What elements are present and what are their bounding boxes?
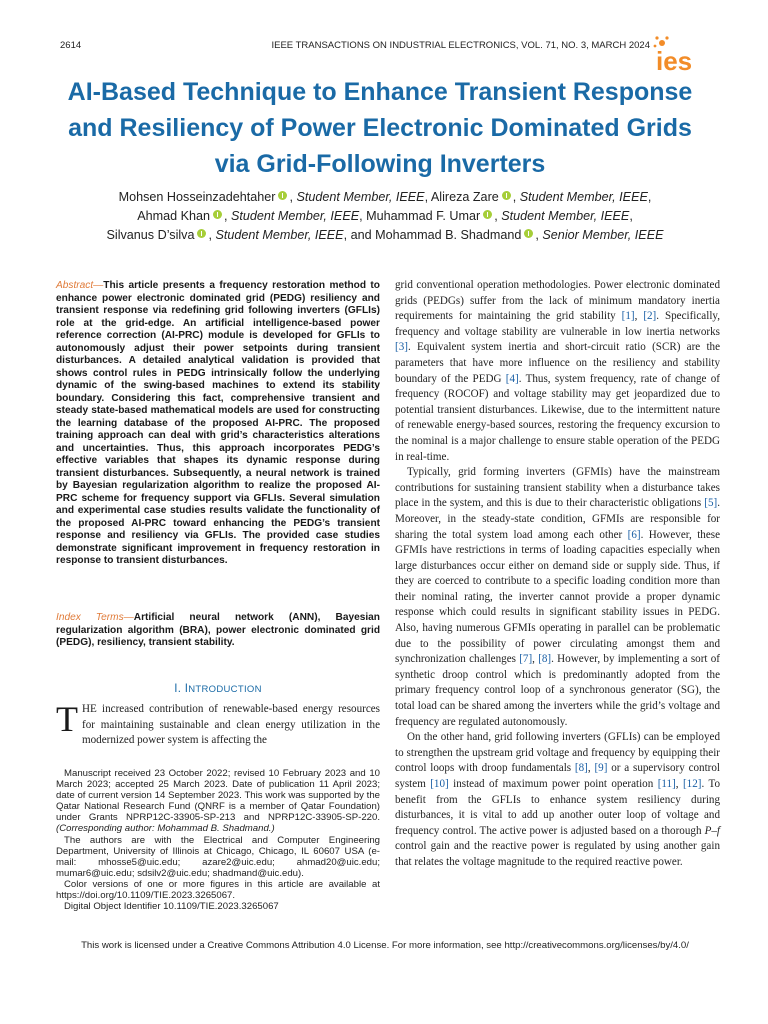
index-terms-label: Index Terms— [56,612,134,623]
citation-link[interactable]: [7] [519,653,533,666]
license-notice: This work is licensed under a Creative Commons Attribution 4.0 License. For more information, see http://creativecommons.org/licenses/by/4.0/ [81,940,689,951]
math-variable: P–f [704,824,720,837]
orcid-icon[interactable] [213,210,222,219]
author-name: Muhammad F. Umar [366,209,481,223]
author-role: Student Member, IEEE [215,228,344,242]
citation-link[interactable]: [10] [430,778,449,790]
author-name: Ahmad Khan [137,209,211,223]
author-role: Student Member, IEEE [519,190,648,204]
running-header [60,40,650,54]
author-role: Student Member, IEEE [231,209,360,223]
drop-cap: T [56,699,78,739]
journal-name: IEEE TRANSACTIONS ON INDUSTRIAL ELECTRONICS, VOL. 71, NO. 3, MARCH 2024 [271,40,650,51]
citation-link[interactable]: [1] [621,310,635,323]
body-paragraph: Typically, grid forming inverters (GFMIs) have the mainstream contributions for sustaining transient stability when a disturbance takes place in the system, and this is due to their characteristic obligations [5]. Moreover, in the steady-state condition, GFMIs are responsible for sharing the total system load among each other [6]. However, these GFMIs have restrictions in terms of loading capacities especially when large disturbances occur either on demand side or supply side. Thus, if they are coerced to contribute to a specific loading condition more than their nominal rating, the inverter cannot provide a proper dynamic response which could results in significant stability issues in PEDG. Also, having numerous GFMIs operating in parallel can be problematic due to the possibility of power circulating amongst them and synchronization challenges [7], [8]. However, by implementing a sort of synthetic droop control which is predominantly adopted from the primary frequency control loop of a synchronous generator (SG), the total load can be shared among the inverters while the grid’s voltage and frequency are regulated autonomously. [395,466,721,728]
citation-link[interactable]: [5] [704,497,718,510]
corresponding-author: (Corresponding author: Mohammad B. Shadmand.) [56,823,275,835]
orcid-icon[interactable] [278,191,287,200]
index-terms [56,612,380,650]
abstract-text: This article presents a frequency restoration method to enhance power electronic dominated grid (PEDG) resiliency and transient response via redefining grid following inverters (GFLIs) role at the grid-edge. An artificial intelligence-based power reference correction (AI-PRC) module is developed for GFLIs to autonomously adjust their power setpoints during transient disturbances. A detailed analytical validation is provided that shows control rules in PEDG intrinsically follow the underlying dynamic of the swing-based machines to extend its stability boundary. Considering this fact, comprehensive transient and steady state-based mathematical models are used for constructing the learning database of the proposed AI-PRC. The proposed training approach can deal with grid’s characteristics alterations and uncertainties. Thus, this approach incorporates PEDG’s effective variables that shapes its dynamic response during transient disturbances. Subsequently, a neural network is trained by Bayesian regularization algorithm to realize the proposed AI-PRC scheme for frequency support via GFLIs. Several simulation and experimental case studies results validate the functionality of the proposed AI-PRC toward enhancing the PEDG’s transient response and resiliency via GFLIs. The provided case studies demonstrate significant improvement in frequency restoration in response to transient disturbances. [56,280,380,566]
citation-link[interactable]: [6] [627,528,641,541]
citation-link[interactable]: [2] [643,310,657,323]
author-name: Mohammad B. Shadmand [375,228,522,242]
footnote-color: Color versions of one or more figures in this article are available at https://doi.org/10.1109/TIE.2023.3265067. [56,878,380,902]
orcid-icon[interactable] [197,229,206,238]
author-name: Silvanus D’silva [106,228,195,242]
citation-link[interactable]: [11] [657,778,676,790]
body-paragraph: grid conventional operation methodologies. Power electronic dominated grids (PEDGs) suffer from the lack of minimum mandatory inertia requirements for maintaining the grid stability [1], [2]. Specifically, frequency and voltage stability are vulnerable in low inertia networks [3]. Equivalent system inertia and short-circuit ratio (SCR) are the parameters that have more influence on the resiliency and stability boundary of the PEDG [4]. Thus, system frequency, rate of change of frequency (ROCOF) and voltage stability may get jeopardized due to potential transient disturbances. Likewise, due to the intermittent nature of renewable energy-based sources, restoring the frequency excursion to the nominal is a major challenge to ensure stable operation of the PEDG in real-time. [395,279,720,463]
footnote-doi: Digital Object Identifier 10.1109/TIE.2023.3265067 [64,901,279,913]
page-number: 2614 [60,40,82,51]
citation-link[interactable]: [12] [682,778,702,790]
abstract [56,280,380,568]
author-role: Student Member, IEEE [296,190,425,204]
ies-logo [652,36,722,76]
citation-link[interactable]: [8] [538,653,552,666]
author-name: Alireza Zare [430,190,499,204]
intro-paragraph [56,699,380,749]
body-right-column [395,278,720,871]
footnotes [56,768,380,912]
citation-link[interactable]: [8] [574,762,588,775]
citation-link[interactable]: [9] [594,762,608,775]
paper-title: AI-Based Technique to Enhance Transient Response and Resiliency of Power Electronic Dominated Grids via Grid-Following Inverters [67,78,693,178]
author-list: Mohsen Hosseinzadehtaher , Student Member, IEEE, Alireza Zare , Student Member, IEEE, Ahmad Khan , Student Member, IEEE, Muhammad F. Umar , Student Member, IEEE, Silvanus D’silva , Student Member, IEEE, and Mohammad B. Shadmand , Senior Member, IEEE [106,190,664,242]
logo-lettering: ies [656,46,693,76]
orcid-icon[interactable] [502,191,511,200]
orcid-icon[interactable] [483,210,492,219]
citation-link[interactable]: [3] [395,341,408,354]
orcid-icon[interactable] [524,229,533,238]
footnote-affiliation: The authors are with the Electrical and Computer Engineering Department, University of Illinois at Chicago, Chicago, IL 60607 USA (e-mail: mhosse5@uic.edu; azare2@uic.edu; ahmad20@uic.edu; mumar6@uic.edu; sdsilv2@uic.edu; shadmand@uic.edu). [56,834,380,879]
author-role: Senior Member, IEEE [542,228,664,242]
section-heading: I. INTRODUCTION [174,683,262,695]
abstract-label: Abstract— [56,280,104,291]
index-terms-text: Artificial neural network (ANN), Bayesian regularization algorithm (BRA), power electronic dominated grid (PEDG), resiliency, transient stability. [56,612,380,648]
footnote-manuscript: Manuscript received 23 October 2022; revised 10 February 2023 and 10 March 2023; accepted 25 March 2023. Date of publication 11 April 2023; date of current version 14 September 2023. This work was supported by the Qatar National Research Fund (QNRF is a member of Qatar Foundation) under Grants NPRP12C-33905-SP-213 and NPRP12C-33905-SP-220. (Corresponding author: Mohammad B. Shadmand.) [56,768,380,835]
author-role: Student Member, IEEE [501,209,630,223]
intro-text: HE increased contribution of renewable-based energy resources for maintaining sustainable and clean energy utilization in the modernized power system is affecting the [82,703,380,747]
citation-link[interactable]: [4] [505,372,519,385]
body-paragraph: On the other hand, grid following inverters (GFLIs) can be employed to strengthen the upstream grid voltage and frequency by equipping their control loops with droop fundamentals [8], [9] or a supervisory control system [10] instead of maximum power point operation [11], [12]. To benefit from the GFLIs to enhance system resiliency during disturbances, it is vital to add up another outer loop of voltage and frequency control. The active power is adjusted based on a thorough P–f control gain and the reactive power is regulated by using another gain that relates the voltage magnitude to the required reactive power. [395,731,721,868]
author-name: Mohsen Hosseinzadehtaher [118,190,276,204]
